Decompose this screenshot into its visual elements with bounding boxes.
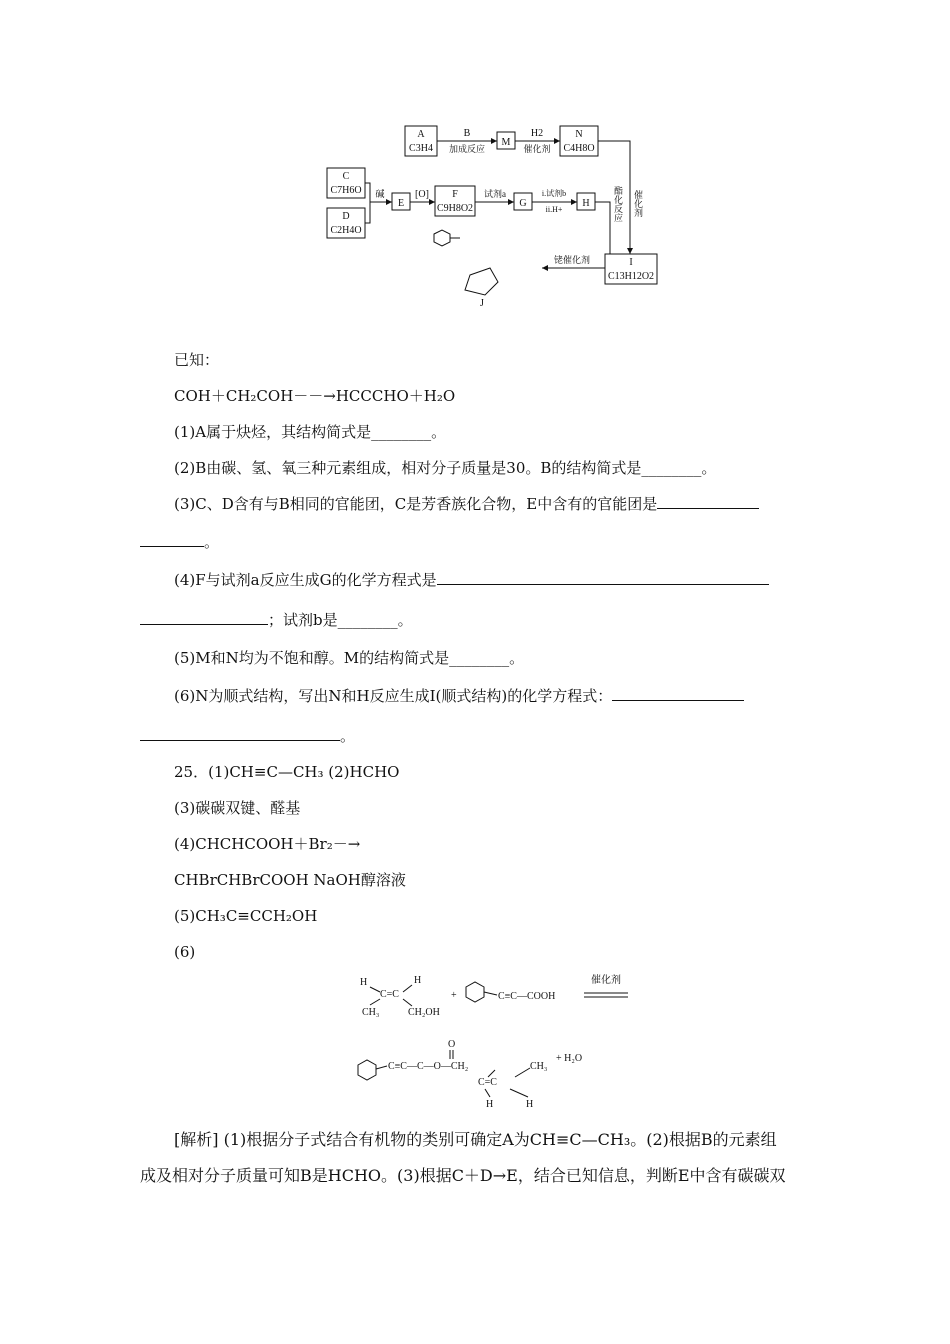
svg-text:C≡C—COOH: C≡C—COOH <box>498 991 556 1002</box>
svg-text:CH₃: CH₃ <box>362 1007 380 1018</box>
label-catalyst-vertical: 催化剂 <box>633 190 643 217</box>
svg-text:C≡C—C—O—CH₂: C≡C—C—O—CH₂ <box>388 1061 469 1072</box>
box-E: E <box>397 198 405 209</box>
question-3-line1 <box>174 494 759 514</box>
box-F: F <box>452 189 458 200</box>
equation-6-reactants <box>350 965 650 1025</box>
label-H2: H2 <box>530 128 544 139</box>
svg-text:H: H <box>414 975 422 986</box>
answer-blank <box>140 726 340 741</box>
label-esterification-vertical: 酯化反应 <box>613 186 623 222</box>
question-1: (1)A属于炔烃，其结构简式是________。 <box>174 423 447 441</box>
question-3-text: (3)C、D含有与B相同的官能团，C是芳香族化合物，E中含有的官能团是 <box>174 495 658 513</box>
question-4-line2 <box>140 610 413 630</box>
vertical-labels <box>613 185 643 222</box>
svg-text:H: H <box>360 977 368 988</box>
box-A: A <box>417 129 425 140</box>
question-3-line2 <box>140 532 219 552</box>
label-base: 碱 <box>375 189 385 199</box>
label-B: B <box>463 128 471 139</box>
answer-blank <box>437 570 769 585</box>
label-addition: 加成反应 <box>448 144 486 154</box>
svg-text:O: O <box>448 1039 456 1050</box>
label-oxidation: [O] <box>415 189 429 200</box>
label-rh-catalyst: 铑催化剂 <box>553 255 591 265</box>
question-6-line2 <box>140 726 355 746</box>
svg-text:C=C: C=C <box>380 989 399 1000</box>
box-M: M <box>501 137 511 148</box>
answer-1-2: 25．(1)CH≡C—CH₃ (2)HCHO <box>174 763 400 781</box>
answer-4-line2: CHBrCHBrCOOH NaOH醇溶液 <box>174 871 406 889</box>
analysis-line-1: [解析] (1)根据分子式结合有机物的类别可确定A为CH≡C—CH₃。(2)根据B的元素组 <box>174 1130 777 1149</box>
analysis-line-2: 成及相对分子质量可知B是HCHO。(3)根据C＋D→E，结合已知信息，判断E中含有碳碳双 <box>140 1166 786 1185</box>
question-6-line1 <box>174 686 744 706</box>
box-I: I <box>629 257 633 268</box>
answer-blank <box>612 686 744 701</box>
box-N: N <box>575 129 583 140</box>
product-plus-water: + H₂O <box>556 1053 583 1064</box>
answer-blank <box>657 494 759 509</box>
answer-3: (3)碳碳双键、醛基 <box>174 799 301 817</box>
svg-text:+: + <box>451 990 457 1001</box>
reaction-scheme <box>320 120 680 310</box>
svg-text:H: H <box>486 1099 494 1110</box>
svg-text:H: H <box>526 1099 534 1110</box>
label-acid: ii.H+ <box>545 205 563 214</box>
box-G: G <box>519 198 527 209</box>
label-reagent-a: 试剂a <box>484 189 506 199</box>
svg-text:CH₃: CH₃ <box>530 1061 548 1072</box>
reaction-scheme-svg <box>320 120 680 310</box>
box-H: H <box>582 198 590 209</box>
svg-text:CH₂OH: CH₂OH <box>408 1007 440 1018</box>
label-reagent-b: i.试剂b <box>541 189 567 198</box>
known-title: 已知： <box>174 351 220 369</box>
answer-5: (5)CH₃C≡CCH₂OH <box>174 907 318 925</box>
answer-blank <box>140 610 268 625</box>
box-D: D <box>342 211 350 222</box>
box-D-formula: C2H4O <box>330 225 362 236</box>
equation-6-products <box>350 1035 650 1115</box>
label-catalyst-1: 催化剂 <box>523 144 551 154</box>
question-4-text: (4)F与试剂a反应生成G的化学方程式是 <box>174 571 437 589</box>
question-2: (2)B由碳、氢、氧三种元素组成，相对分子质量是30。B的结构简式是________。 <box>174 459 717 477</box>
question-6-text: (6)N为顺式结构，写出N和H反应生成I(顺式结构)的化学方程式： <box>174 687 613 705</box>
box-F-formula: C9H8O2 <box>436 203 474 214</box>
question-4-end: ；试剂b是________。 <box>268 611 413 629</box>
box-A-formula: C3H4 <box>409 143 433 154</box>
question-3-end: 。 <box>204 533 220 551</box>
box-C-formula: C7H6O <box>330 185 362 196</box>
question-4-line1 <box>174 570 769 590</box>
question-5: (5)M和N均为不饱和醇。M的结构简式是________。 <box>174 649 525 667</box>
box-N-formula: C4H8O <box>563 143 595 154</box>
known-equation: COH＋CH₂COH－－→HCCCHO＋H₂O <box>174 387 456 405</box>
box-I-formula: C13H12O2 <box>607 271 655 282</box>
equation-catalyst: 催化剂 <box>591 975 621 986</box>
question-6-end: 。 <box>340 727 356 745</box>
svg-text:C=C: C=C <box>478 1077 497 1088</box>
box-C: C <box>342 171 350 182</box>
answer-6: (6) <box>174 943 196 961</box>
answer-blank <box>140 532 204 547</box>
label-J: J <box>480 298 484 309</box>
answer-4-line1: (4)CHCHCOOH＋Br₂－→ <box>174 835 361 853</box>
